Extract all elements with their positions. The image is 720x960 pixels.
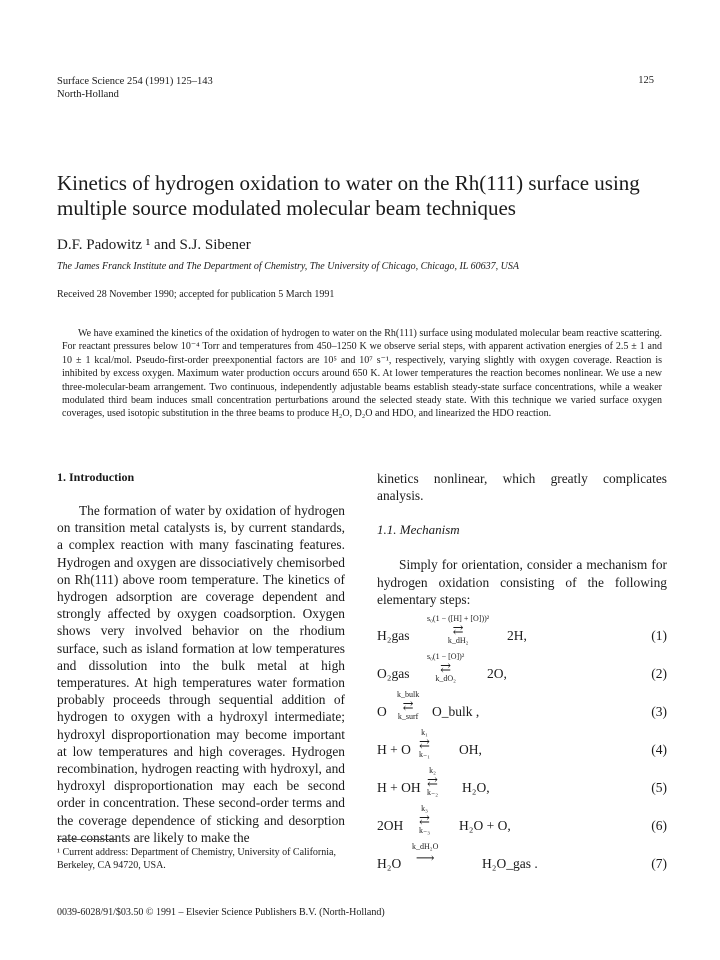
- equation-row: [377, 690, 667, 726]
- arrow-symbol: ⇄: [419, 736, 430, 752]
- rate-constant-forward: k₁: [421, 728, 428, 738]
- rate-arrow: [412, 842, 438, 864]
- rate-arrow: [427, 652, 464, 683]
- equation-lhs: O₂gas: [377, 666, 410, 682]
- abstract: We have examined the kinetics of the oxidation of hydrogen to water on the Rh(111) surface using modulated molecular beam reactive scattering. For reactant pressures below 10⁻⁴ Torr and temperatures from 450–1250 K we observe serial steps, with apparent activation energies of 2.5 ± 1 and 10 ± 1 kcal/mol. Pseudo-first-order preexponential factors are 10⁵ and 10⁷ s⁻¹, respectively, varying slightly with oxygen coverage. Reaction is inhibited by excess oxygen. Maximum water production occurs around 650 K. At lower temperatures the reaction becomes nonlinear. We use a new three-molecular-beam arrangement. Two continuous, independently adjustable beams establish steady-state surface concentrations, while a weaker modulated third beam induces small concentration perturbations around the selected steady state. With this technique we varied surface oxygen coverages, used isotopic substitution in the three beams to produce H₂O, D₂O and HDO, and linearized the HDO reaction.: [62, 328, 662, 420]
- journal-ref-line1: Surface Science 254 (1991) 125–143: [57, 76, 213, 87]
- equation-lhs: H₂gas: [377, 628, 410, 644]
- rate-constant-reverse: k₋₁: [419, 750, 431, 760]
- journal-ref-line2: North-Holland: [57, 89, 119, 100]
- rate-constant-reverse: k_dO₂: [435, 674, 456, 684]
- rate-constant-reverse: k₋₃: [419, 826, 431, 836]
- equation-lhs: 2OH: [377, 818, 404, 834]
- rate-constant-reverse: k_surf: [397, 712, 419, 722]
- arrow-symbol: ⇄: [440, 660, 452, 676]
- equation-row: [377, 728, 667, 764]
- rate-constant-forward: k_bulk: [397, 690, 420, 700]
- rate-arrow: [419, 728, 430, 759]
- equation-row: [377, 614, 667, 650]
- right-column: [377, 470, 667, 884]
- equation-number: (2): [651, 666, 667, 682]
- arrow-symbol: ⇄: [427, 774, 438, 790]
- rate-arrow: [427, 614, 489, 645]
- rate-arrow: [427, 766, 438, 797]
- subsection-heading: 1.1. Mechanism: [377, 522, 460, 538]
- equation-list: [377, 614, 667, 884]
- equation-row: [377, 804, 667, 840]
- equation-lhs: O: [377, 704, 387, 720]
- rate-constant-forward: s₀(1 − [O])²: [427, 652, 465, 662]
- equation-rhs: H₂O + O,: [459, 818, 511, 834]
- equation-number: (6): [651, 818, 667, 834]
- equation-lhs: H + O: [377, 742, 411, 758]
- authors: D.F. Padowitz ¹ and S.J. Sibener: [57, 237, 251, 253]
- journal-reference: [57, 75, 213, 101]
- rate-arrow: [419, 804, 430, 835]
- equation-row: [377, 652, 667, 688]
- equation-rhs: OH,: [459, 742, 482, 758]
- rate-constant-forward: s₀(1 − ([H] + [O]))²: [427, 614, 490, 624]
- left-column: [57, 470, 345, 846]
- equation-row: [377, 766, 667, 802]
- rate-constant-forward: k_dH₂O: [412, 842, 439, 852]
- equation-number: (7): [651, 856, 667, 872]
- copyright-line: 0039-6028/91/$03.50 © 1991 – Elsevier Science Publishers B.V. (North-Holland): [57, 907, 385, 918]
- rate-arrow: [397, 690, 419, 721]
- arrow-symbol: ⇄: [452, 622, 464, 638]
- equation-rhs: 2H,: [507, 628, 527, 644]
- affiliation: The James Franck Institute and The Department of Chemistry, The University of Chicago, Chicago, IL 60637, USA: [57, 261, 519, 272]
- equation-number: (3): [651, 704, 667, 720]
- equation-lhs: H + OH: [377, 780, 421, 796]
- article-title: Kinetics of hydrogen oxidation to water on the Rh(111) surface using multiple source modulated molecular beam techniques: [57, 171, 640, 220]
- equation-rhs: H₂O,: [462, 780, 490, 796]
- equation-rhs: 2O,: [487, 666, 507, 682]
- equation-number: (1): [651, 628, 667, 644]
- rate-constant-reverse: k₋₂: [427, 788, 439, 798]
- section-heading: 1. Introduction: [57, 470, 135, 484]
- footnote-rule: [57, 839, 117, 840]
- arrow-symbol: ⇄: [402, 698, 414, 714]
- arrow-symbol: ⇄: [419, 812, 430, 828]
- page-number: 125: [638, 75, 654, 86]
- equation-number: (4): [651, 742, 667, 758]
- equation-row: [377, 842, 667, 878]
- arrow-symbol: ⟶: [415, 850, 435, 866]
- intro-paragraph: The formation of water by oxidation of hydrogen on transition metal catalysts is, by current standards, a complex reaction with many fascinating features. Hydrogen and oxygen are dissociatively chemisorbed on Rh(111) above room temperature. The kinetics of hydrogen adsorption are coverage dependent and strongly affected by oxygen coadsorption. Oxygen shows very involved behavior on the rhodium surface, such as island formation at low temperatures and dissolution into the bulk metal at high temperatures. At high temperatures water formation probably proceeds through sequential addition of hydrogen to oxygen with a hydroxyl intermediate; hydroxyl disproportionation may become important at low temperatures and high coverages. Hydrogen recombination, hydrogen reacting with hydroxyl, and hydroxyl disproportionation may each be second order in concentration. These second-order terms and the coverage dependence of sticking and desorption rate constants are likely to make the: [57, 503, 345, 845]
- continuation-text: kinetics nonlinear, which greatly complicates analysis.: [377, 471, 667, 504]
- equation-number: (5): [651, 780, 667, 796]
- received-date: Received 28 November 1990; accepted for publication 5 March 1991: [57, 289, 335, 300]
- footnote: ¹ Current address: Department of Chemistry, University of California, Berkeley, CA 94720, USA.: [57, 847, 336, 871]
- rate-constant-forward: k₂: [429, 766, 436, 776]
- rate-constant-reverse: k_dH₂: [447, 636, 469, 646]
- equation-rhs: O_bulk ,: [432, 704, 480, 720]
- equation-rhs: H₂O_gas .: [482, 856, 538, 872]
- rate-constant-forward: k₃: [421, 804, 428, 814]
- mechanism-paragraph: Simply for orientation, consider a mechanism for hydrogen oxidation consisting of the following elementary steps:: [377, 557, 667, 607]
- equation-lhs: H₂O: [377, 856, 402, 872]
